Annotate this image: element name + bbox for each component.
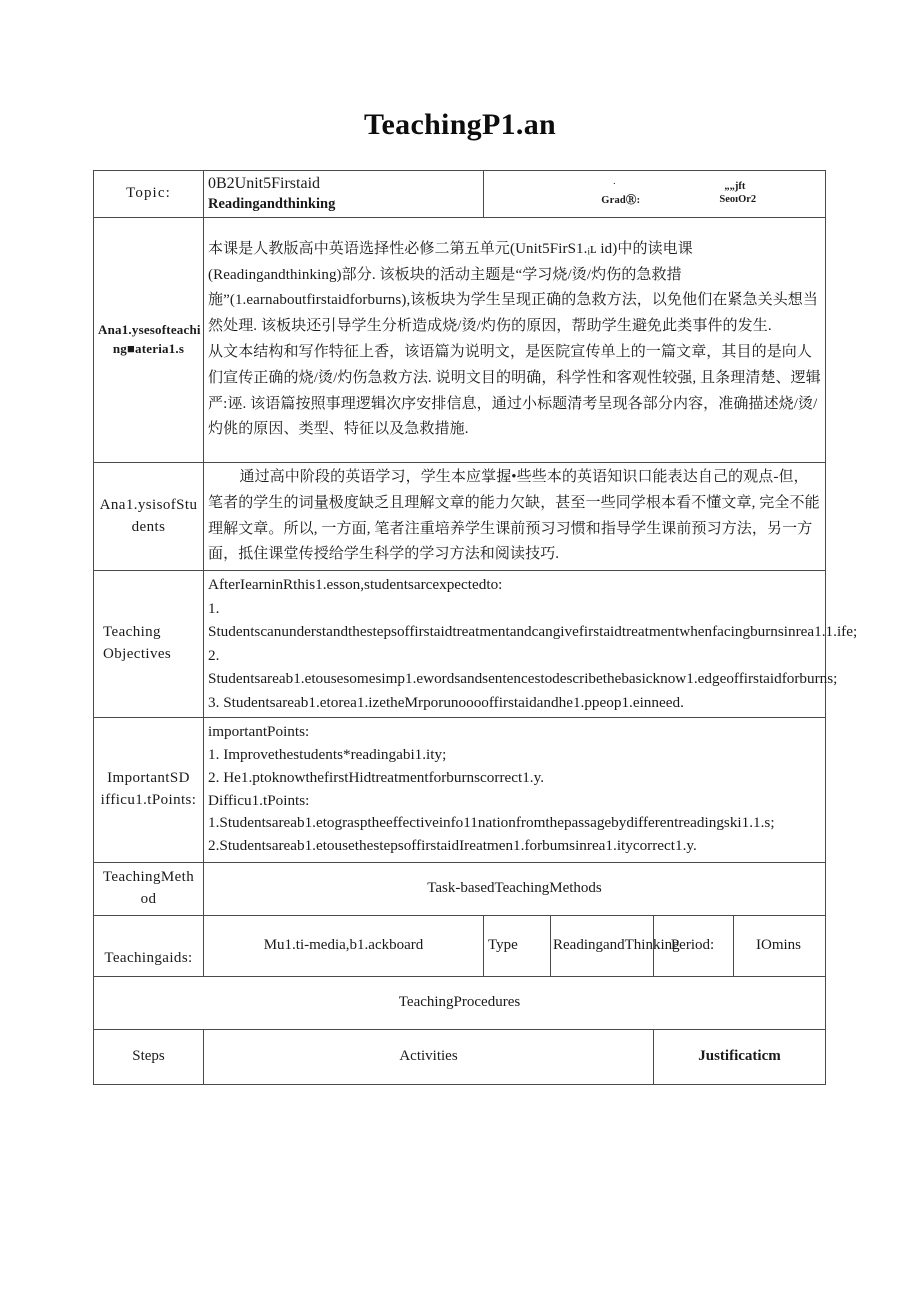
period-value: IOmins bbox=[734, 915, 826, 976]
important-points-item-2: 2. He1.ptoknowthefirstHidtreatmentforburnscorrect1.y. bbox=[208, 768, 544, 786]
table-row-procedures-title bbox=[94, 976, 826, 1029]
student-analysis-label-line2: dents bbox=[131, 518, 166, 535]
teaching-aids-value: Mu1.ti-media,b1.ackboard bbox=[204, 915, 484, 976]
material-analysis-content bbox=[204, 218, 826, 463]
teaching-aids-label: Teachingaids: bbox=[94, 915, 204, 976]
column-header-justification: Justificaticm bbox=[654, 1029, 826, 1084]
student-analysis-label bbox=[94, 463, 204, 571]
topic-grade-cell bbox=[484, 171, 826, 218]
points-content bbox=[204, 717, 826, 862]
objectives-label-line1: Teaching bbox=[103, 624, 161, 641]
objectives-item-3: 3. Studentsareab1.etorea1.izetheMrporunooooffirstaidandhe1.ppeop1.einneed. bbox=[208, 694, 684, 711]
points-label-line2: ifficu1.tPoints: bbox=[100, 791, 197, 808]
objectives-intro: AfterIearninRthis1.esson,studentsarcexpectedto: bbox=[208, 576, 503, 594]
objectives-item-1: 1. Studentscanunderstandthestepsoffirstaidtreatmentandcangivefirstaidtreatmentwhenfacingburnsinrea1.1.ife; bbox=[208, 599, 858, 641]
column-header-steps: Steps bbox=[94, 1029, 204, 1084]
period-label: Period: bbox=[654, 915, 734, 976]
difficult-points-heading: Difficu1.tPoints: bbox=[208, 791, 310, 809]
procedures-title: TeachingProcedures bbox=[94, 976, 826, 1029]
objectives-item-2: 2. Studentsareab1.etousesomesimp1.ewordsandsentencestodescribethebasicknow1.edgeoffirstaidforburns; bbox=[208, 646, 838, 688]
teaching-plan-table bbox=[93, 170, 858, 1085]
page-title: TeachingP1.an bbox=[363, 108, 556, 141]
student-analysis-paragraph: 通过高中阶段的英语学习，学生本应掌握•些些本的英语知识口能表达自己的观点-但，笔者的学生的词量极度缺乏且理解文章的能力欠缺，甚至一些同学根本看不懂文章, 完全不能理解文章。所以, 一方面, 笔者注重培养学生课前预习习惯和指导学生课前预习方法，另一方面，抵住课堂传授给学生科学的学习方法和阅读技巧. bbox=[208, 469, 820, 563]
table-row-procedures-header bbox=[94, 1029, 826, 1084]
objectives-label bbox=[94, 571, 204, 717]
material-analysis-label bbox=[94, 218, 204, 463]
table-row-points bbox=[94, 717, 826, 862]
teaching-method-label bbox=[94, 862, 204, 915]
section-label-line2: SeoıOr2 bbox=[719, 194, 757, 205]
type-value: ReadingandThinking bbox=[551, 915, 654, 976]
teaching-method-label-line1: TeachingMeth bbox=[102, 868, 195, 885]
material-analysis-label-line2: ng■ateria1.s bbox=[112, 341, 185, 356]
table-row-objectives bbox=[94, 571, 826, 717]
material-analysis-paragraph-2: 从文本结构和写作特征上香，该语篇为说明文，是医院宣传单上的一篇文章，其目的是向人们宣传正确的烧/烫/灼伤急救方法. 说明文目的明确，科学性和客观性较强, 且条理清楚、逻辑严:诬. 该语篇按照事理逻辑次序安排信息，通过小标题清考呈现各部分内容，准确描述烧/烫/灼佻的原因、类型、特征以及急救措施. bbox=[208, 344, 821, 438]
topic-unit-text: 0B2Unit5Firstaid bbox=[208, 175, 321, 193]
points-label-line1: ImportantSD bbox=[107, 769, 190, 786]
table-row-teaching-aids bbox=[94, 915, 826, 976]
student-analysis-content bbox=[204, 463, 826, 571]
important-points-item-1: 1. Improvethestudents*readingabi1.ity; bbox=[208, 745, 447, 763]
table-row-student-analysis bbox=[94, 463, 826, 571]
points-label bbox=[94, 717, 204, 862]
important-points-heading: importantPoints: bbox=[208, 723, 310, 741]
topic-label: Topic: bbox=[94, 171, 204, 218]
type-label: Type bbox=[484, 915, 551, 976]
grade-section-zone bbox=[488, 173, 821, 215]
material-analysis-label-line1: Ana1.ysesofteachi bbox=[98, 322, 201, 338]
difficult-points-item-2: 2.Studentsareab1.etousethestepsoffirstaidIreatmen1.forbumsinrea1.itycorrect1.y. bbox=[208, 837, 697, 855]
grade-tick-mark: ˙ bbox=[612, 181, 617, 193]
topic-section-text: Readingandthinking bbox=[208, 196, 336, 213]
table-row-topic bbox=[94, 171, 826, 218]
teaching-method-value: Task-basedTeachingMethods bbox=[204, 862, 826, 915]
material-analysis-paragraph-1: 本课是人教版高中英语选择性必修二第五单元(Unit5FirS1.ᵢʟ id)中的读电课(Readingandthinking)部分. 该板块的活动主题是“学习烧/烫/灼伤的急救措施”(1.earnaboutfirstaidforburns),该板块为学生呈现正确的急救方法，以免他们在紧急关头想当然处理. 该板块还引导学生分析造成烧/烫/灼伤的原因，帮助学生避免此类事件的发生. bbox=[208, 240, 818, 335]
teaching-method-label-line2: od bbox=[140, 890, 157, 907]
column-header-activities: Activities bbox=[204, 1029, 654, 1084]
table-row-teaching-method bbox=[94, 862, 826, 915]
table-row-material-analysis bbox=[94, 218, 826, 463]
objectives-label-line2: Objectives bbox=[103, 645, 172, 662]
section-label-line1: „„jft bbox=[724, 181, 746, 192]
student-analysis-label-line1: Ana1.ysisofStu bbox=[99, 496, 198, 513]
difficult-points-item-1: 1.Studentsareab1.etograsptheeffectiveinfo11nationfromthepassagebydifferentreadingski1.1.s; bbox=[208, 814, 775, 832]
topic-value-cell bbox=[204, 171, 484, 218]
grade-label: GradⓇ: bbox=[601, 195, 641, 206]
objectives-content bbox=[204, 571, 858, 717]
